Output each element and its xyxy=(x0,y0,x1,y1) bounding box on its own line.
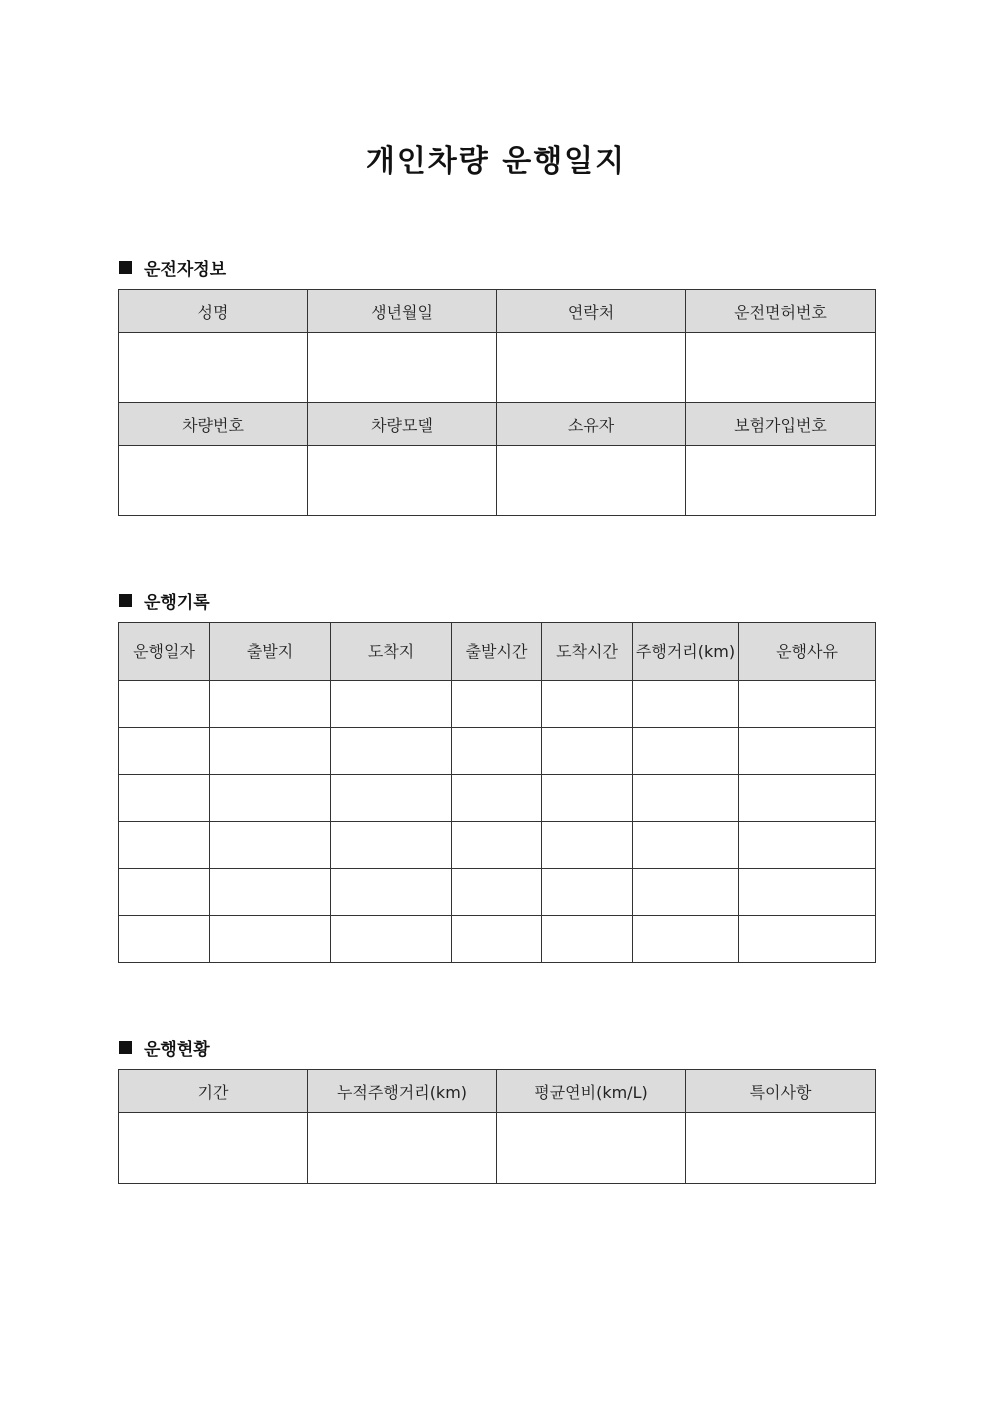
vehicle-model-cell[interactable] xyxy=(308,446,497,516)
header-row xyxy=(119,623,876,681)
driving-log-body xyxy=(119,681,876,963)
table-cell[interactable] xyxy=(633,728,739,775)
header-row xyxy=(119,403,876,446)
table-cell[interactable] xyxy=(739,775,876,822)
black-square-icon xyxy=(119,1041,132,1054)
header-row xyxy=(119,290,876,333)
license-number-cell[interactable] xyxy=(686,333,876,403)
header-distance: 주행거리(km) xyxy=(633,623,739,681)
header-average-fuel-economy: 평균연비(km/L) xyxy=(497,1070,686,1113)
table-cell[interactable] xyxy=(210,916,331,963)
table-cell[interactable] xyxy=(542,728,633,775)
input-row xyxy=(119,333,876,403)
table-cell[interactable] xyxy=(452,681,542,728)
table-cell[interactable] xyxy=(452,869,542,916)
table-cell[interactable] xyxy=(542,775,633,822)
period-cell[interactable] xyxy=(119,1113,308,1184)
table-cell[interactable] xyxy=(210,869,331,916)
table-cell[interactable] xyxy=(210,681,331,728)
header-cumulative-distance: 누적주행거리(km) xyxy=(308,1070,497,1113)
table-cell[interactable] xyxy=(331,728,452,775)
table-cell[interactable] xyxy=(119,822,210,869)
header-contact: 연락처 xyxy=(497,290,686,333)
table-cell[interactable] xyxy=(331,681,452,728)
table-cell[interactable] xyxy=(331,822,452,869)
table-cell[interactable] xyxy=(633,869,739,916)
table-cell[interactable] xyxy=(542,916,633,963)
table-cell[interactable] xyxy=(331,775,452,822)
black-square-icon xyxy=(119,261,132,274)
table-cell[interactable] xyxy=(210,728,331,775)
table-cell[interactable] xyxy=(739,681,876,728)
table-row xyxy=(119,869,876,916)
header-drive-date: 운행일자 xyxy=(119,623,210,681)
section-heading-driving-log xyxy=(119,588,210,613)
header-period: 기간 xyxy=(119,1070,308,1113)
birthdate-cell[interactable] xyxy=(308,333,497,403)
driving-log-table xyxy=(118,622,876,963)
table-cell[interactable] xyxy=(119,916,210,963)
header-remarks: 특이사항 xyxy=(686,1070,876,1113)
section-heading-label: 운행현황 xyxy=(144,1040,210,1060)
header-row xyxy=(119,1070,876,1113)
header-license-number: 운전면허번호 xyxy=(686,290,876,333)
driver-info-table xyxy=(118,289,876,516)
header-vehicle-model: 차량모델 xyxy=(308,403,497,446)
header-owner: 소유자 xyxy=(497,403,686,446)
table-row xyxy=(119,681,876,728)
header-destination: 도착지 xyxy=(331,623,452,681)
section-heading-label: 운전자정보 xyxy=(144,260,227,280)
table-cell[interactable] xyxy=(633,916,739,963)
table-cell[interactable] xyxy=(542,822,633,869)
table-cell[interactable] xyxy=(210,775,331,822)
cumulative-distance-cell[interactable] xyxy=(308,1113,497,1184)
table-cell[interactable] xyxy=(452,822,542,869)
table-cell[interactable] xyxy=(633,775,739,822)
driving-status-table xyxy=(118,1069,876,1184)
table-cell[interactable] xyxy=(739,869,876,916)
table-cell[interactable] xyxy=(452,916,542,963)
table-cell[interactable] xyxy=(452,775,542,822)
contact-cell[interactable] xyxy=(497,333,686,403)
header-insurance-number: 보험가입번호 xyxy=(686,403,876,446)
table-cell[interactable] xyxy=(633,681,739,728)
average-fuel-economy-cell[interactable] xyxy=(497,1113,686,1184)
name-cell[interactable] xyxy=(119,333,308,403)
header-departure-time: 출발시간 xyxy=(452,623,542,681)
table-cell[interactable] xyxy=(542,681,633,728)
header-birthdate: 생년월일 xyxy=(308,290,497,333)
vehicle-number-cell[interactable] xyxy=(119,446,308,516)
table-cell[interactable] xyxy=(739,822,876,869)
section-heading-driver-info xyxy=(119,255,226,280)
table-cell[interactable] xyxy=(119,869,210,916)
owner-cell[interactable] xyxy=(497,446,686,516)
table-cell[interactable] xyxy=(119,728,210,775)
table-row xyxy=(119,822,876,869)
table-cell[interactable] xyxy=(210,822,331,869)
insurance-number-cell[interactable] xyxy=(686,446,876,516)
section-heading-label: 운행기록 xyxy=(144,593,210,613)
table-cell[interactable] xyxy=(119,681,210,728)
header-arrival-time: 도착시간 xyxy=(542,623,633,681)
table-cell[interactable] xyxy=(739,728,876,775)
table-cell[interactable] xyxy=(633,822,739,869)
table-cell[interactable] xyxy=(119,775,210,822)
table-cell[interactable] xyxy=(542,869,633,916)
table-row xyxy=(119,775,876,822)
remarks-cell[interactable] xyxy=(686,1113,876,1184)
input-row xyxy=(119,1113,876,1184)
header-vehicle-number: 차량번호 xyxy=(119,403,308,446)
header-departure: 출발지 xyxy=(210,623,331,681)
page-title: 개인차량 운행일지 xyxy=(365,144,627,179)
table-row xyxy=(119,728,876,775)
table-cell[interactable] xyxy=(452,728,542,775)
black-square-icon xyxy=(119,594,132,607)
table-row xyxy=(119,916,876,963)
input-row xyxy=(119,446,876,516)
table-cell[interactable] xyxy=(331,916,452,963)
table-cell[interactable] xyxy=(331,869,452,916)
table-cell[interactable] xyxy=(739,916,876,963)
section-heading-driving-status xyxy=(119,1035,210,1060)
header-drive-reason: 운행사유 xyxy=(739,623,876,681)
header-name: 성명 xyxy=(119,290,308,333)
